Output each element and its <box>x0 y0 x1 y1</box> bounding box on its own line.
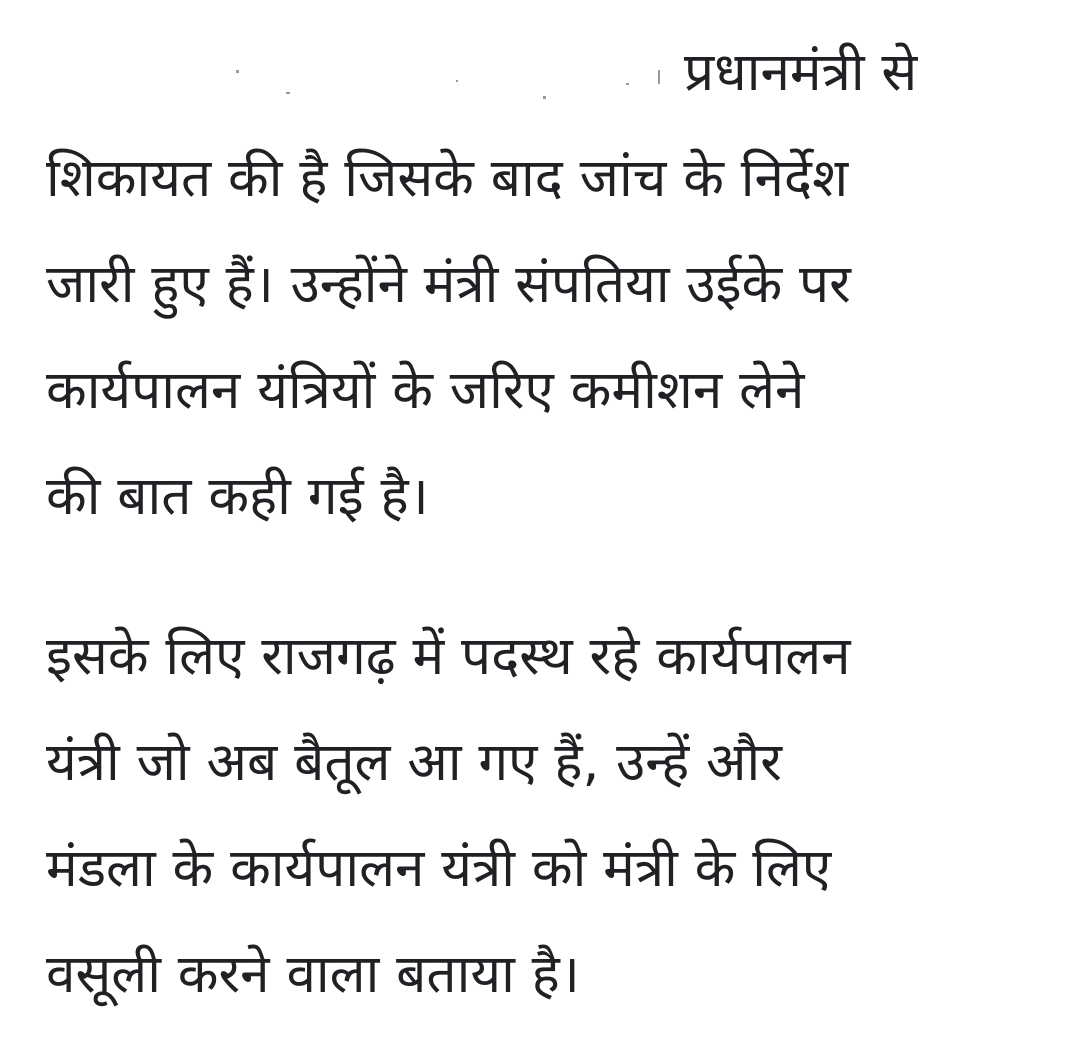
text-line: इसके लिए राजगढ़ में पदस्थ रहे कार्यपालन <box>46 626 851 687</box>
text-line: वसूली करने वाला बताया है। <box>46 944 580 1005</box>
text-line: कार्यपालन यंत्रियों के जरिए कमीशन लेने <box>46 360 805 421</box>
text-line: यंत्री जो अब बैतूल आ गए हैं, उन्हें और <box>46 732 782 793</box>
text-line: जारी हुए हैं। उन्होंने मंत्री संपतिया उईके पर <box>46 254 851 315</box>
redacted-area <box>46 20 676 126</box>
text-line-partially-redacted <box>46 20 1056 126</box>
text-line: मंडला के कार्यपालन यंत्री को मंत्री के लिए <box>46 838 832 899</box>
text-line: शिकायत की है जिसके बाद जांच के निर्देश <box>46 148 849 209</box>
paragraph-1 <box>46 20 1056 550</box>
text-line: प्रधानमंत्री से <box>684 42 918 103</box>
text-line: की बात कही गई है। <box>46 466 429 527</box>
paragraph-2 <box>46 604 1056 1028</box>
